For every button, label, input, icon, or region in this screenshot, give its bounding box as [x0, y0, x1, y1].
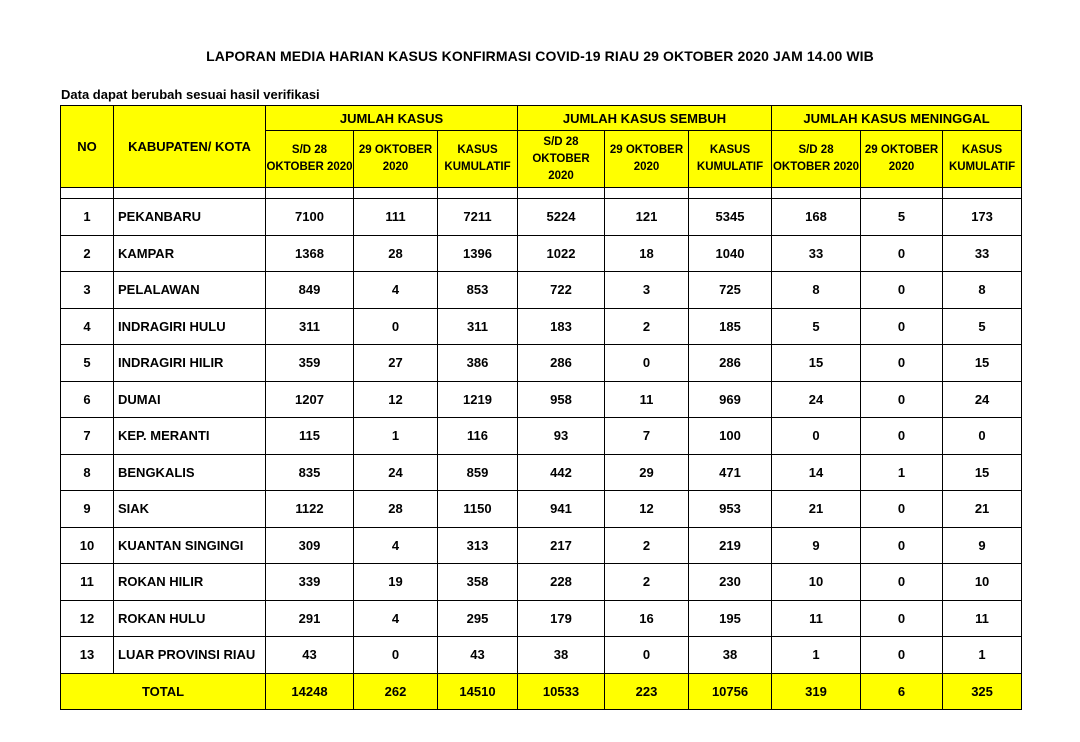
- cell-meninggal-cumulative: 9: [943, 527, 1022, 564]
- cell-meninggal-cumulative: 5: [943, 308, 1022, 345]
- header-kasus-today: 29 OKTOBER 2020: [354, 131, 438, 188]
- table-row: [61, 637, 1022, 674]
- spacer-row: [61, 188, 1022, 199]
- cell-region: LUAR PROVINSI RIAU: [114, 637, 266, 674]
- cell-kasus-cumulative: 859: [438, 454, 518, 491]
- cell-sembuh-cumulative: 1040: [689, 235, 772, 272]
- cell-sembuh-today: 3: [605, 272, 689, 309]
- cell-meninggal-cumulative: 173: [943, 199, 1022, 236]
- cell-sembuh-prev: 1022: [518, 235, 605, 272]
- header-meninggal-today: 29 OKTOBER 2020: [861, 131, 943, 188]
- cell-region: PEKANBARU: [114, 199, 266, 236]
- total-meninggal-today: 6: [861, 673, 943, 709]
- cell-kasus-today: 111: [354, 199, 438, 236]
- cell-meninggal-today: 1: [861, 454, 943, 491]
- cell-kasus-prev: 43: [266, 637, 354, 674]
- cell-no: 6: [61, 381, 114, 418]
- cell-region: ROKAN HULU: [114, 600, 266, 637]
- cell-sembuh-today: 2: [605, 308, 689, 345]
- cell-sembuh-today: 12: [605, 491, 689, 528]
- cell-meninggal-today: 0: [861, 418, 943, 455]
- header-no: NO: [61, 106, 114, 188]
- cell-sembuh-prev: 179: [518, 600, 605, 637]
- cell-no: 2: [61, 235, 114, 272]
- cell-sembuh-prev: 722: [518, 272, 605, 309]
- cell-meninggal-today: 0: [861, 491, 943, 528]
- cell-sembuh-prev: 442: [518, 454, 605, 491]
- cell-sembuh-cumulative: 219: [689, 527, 772, 564]
- cell-meninggal-today: 5: [861, 199, 943, 236]
- cell-meninggal-prev: 14: [772, 454, 861, 491]
- table-row: [61, 345, 1022, 382]
- cell-kasus-today: 28: [354, 235, 438, 272]
- cell-sembuh-prev: 217: [518, 527, 605, 564]
- cell-kasus-prev: 339: [266, 564, 354, 601]
- total-kasus-today: 262: [354, 673, 438, 709]
- cell-sembuh-cumulative: 953: [689, 491, 772, 528]
- cell-meninggal-prev: 33: [772, 235, 861, 272]
- cell-region: DUMAI: [114, 381, 266, 418]
- cell-kasus-today: 12: [354, 381, 438, 418]
- cell-meninggal-today: 0: [861, 381, 943, 418]
- cell-no: 5: [61, 345, 114, 382]
- data-note: Data dapat berubah sesuai hasil verifikasi: [61, 87, 320, 102]
- header-region: KABUPATEN/ KOTA: [114, 106, 266, 188]
- cell-sembuh-prev: 941: [518, 491, 605, 528]
- cell-region: BENGKALIS: [114, 454, 266, 491]
- table-row: [61, 235, 1022, 272]
- cell-sembuh-today: 11: [605, 381, 689, 418]
- cell-meninggal-prev: 0: [772, 418, 861, 455]
- cell-kasus-cumulative: 7211: [438, 199, 518, 236]
- table-row: [61, 418, 1022, 455]
- total-row: [61, 673, 1022, 709]
- cell-meninggal-today: 0: [861, 600, 943, 637]
- cell-sembuh-prev: 93: [518, 418, 605, 455]
- cell-sembuh-prev: 228: [518, 564, 605, 601]
- covid-report-table: [60, 105, 1022, 710]
- total-sembuh-cumulative: 10756: [689, 673, 772, 709]
- cell-kasus-prev: 309: [266, 527, 354, 564]
- cell-sembuh-today: 2: [605, 527, 689, 564]
- table-body: [61, 188, 1022, 674]
- header-group-meninggal: JUMLAH KASUS MENINGGAL: [772, 106, 1022, 131]
- cell-sembuh-cumulative: 230: [689, 564, 772, 601]
- cell-no: 12: [61, 600, 114, 637]
- cell-kasus-cumulative: 1150: [438, 491, 518, 528]
- cell-kasus-today: 4: [354, 272, 438, 309]
- cell-kasus-today: 1: [354, 418, 438, 455]
- cell-kasus-today: 4: [354, 527, 438, 564]
- table-row: [61, 454, 1022, 491]
- cell-meninggal-prev: 9: [772, 527, 861, 564]
- cell-meninggal-prev: 15: [772, 345, 861, 382]
- cell-sembuh-cumulative: 969: [689, 381, 772, 418]
- cell-kasus-cumulative: 313: [438, 527, 518, 564]
- cell-meninggal-prev: 11: [772, 600, 861, 637]
- cell-sembuh-prev: 286: [518, 345, 605, 382]
- cell-kasus-today: 27: [354, 345, 438, 382]
- cell-meninggal-today: 0: [861, 527, 943, 564]
- cell-kasus-today: 0: [354, 308, 438, 345]
- cell-meninggal-prev: 8: [772, 272, 861, 309]
- table-row: [61, 199, 1022, 236]
- cell-sembuh-cumulative: 5345: [689, 199, 772, 236]
- cell-kasus-today: 4: [354, 600, 438, 637]
- table-row: [61, 527, 1022, 564]
- table-row: [61, 564, 1022, 601]
- cell-sembuh-cumulative: 185: [689, 308, 772, 345]
- header-group-kasus: JUMLAH KASUS: [266, 106, 518, 131]
- cell-sembuh-today: 29: [605, 454, 689, 491]
- cell-meninggal-prev: 21: [772, 491, 861, 528]
- table-row: [61, 600, 1022, 637]
- cell-sembuh-cumulative: 725: [689, 272, 772, 309]
- header-sembuh-prev: S/D 28 OKTOBER 2020: [518, 131, 605, 188]
- cell-sembuh-cumulative: 195: [689, 600, 772, 637]
- cell-kasus-cumulative: 358: [438, 564, 518, 601]
- table-row: [61, 491, 1022, 528]
- cell-sembuh-cumulative: 100: [689, 418, 772, 455]
- cell-meninggal-prev: 24: [772, 381, 861, 418]
- cell-meninggal-prev: 10: [772, 564, 861, 601]
- cell-meninggal-cumulative: 11: [943, 600, 1022, 637]
- cell-sembuh-today: 16: [605, 600, 689, 637]
- report-title: LAPORAN MEDIA HARIAN KASUS KONFIRMASI COVID-19 RIAU 29 OKTOBER 2020 JAM 14.00 WIB: [206, 48, 874, 64]
- cell-no: 10: [61, 527, 114, 564]
- cell-region: ROKAN HILIR: [114, 564, 266, 601]
- cell-sembuh-prev: 958: [518, 381, 605, 418]
- total-sembuh-prev: 10533: [518, 673, 605, 709]
- cell-meninggal-cumulative: 21: [943, 491, 1022, 528]
- cell-kasus-prev: 835: [266, 454, 354, 491]
- header-group-sembuh: JUMLAH KASUS SEMBUH: [518, 106, 772, 131]
- header-sembuh-cumulative: KASUS KUMULATIF: [689, 131, 772, 188]
- table-row: [61, 272, 1022, 309]
- cell-sembuh-cumulative: 471: [689, 454, 772, 491]
- cell-kasus-prev: 849: [266, 272, 354, 309]
- cell-no: 7: [61, 418, 114, 455]
- cell-sembuh-prev: 183: [518, 308, 605, 345]
- cell-kasus-cumulative: 1219: [438, 381, 518, 418]
- cell-meninggal-cumulative: 15: [943, 345, 1022, 382]
- cell-kasus-cumulative: 386: [438, 345, 518, 382]
- cell-no: 9: [61, 491, 114, 528]
- cell-meninggal-today: 0: [861, 637, 943, 674]
- cell-meninggal-cumulative: 10: [943, 564, 1022, 601]
- cell-meninggal-prev: 1: [772, 637, 861, 674]
- cell-meninggal-today: 0: [861, 235, 943, 272]
- cell-kasus-today: 19: [354, 564, 438, 601]
- header-sembuh-today: 29 OKTOBER 2020: [605, 131, 689, 188]
- total-meninggal-cumulative: 325: [943, 673, 1022, 709]
- cell-kasus-prev: 359: [266, 345, 354, 382]
- cell-no: 3: [61, 272, 114, 309]
- cell-kasus-cumulative: 311: [438, 308, 518, 345]
- cell-meninggal-today: 0: [861, 345, 943, 382]
- header-kasus-prev: S/D 28 OKTOBER 2020: [266, 131, 354, 188]
- cell-region: KEP. MERANTI: [114, 418, 266, 455]
- cell-no: 4: [61, 308, 114, 345]
- table-row: [61, 381, 1022, 418]
- cell-kasus-today: 0: [354, 637, 438, 674]
- cell-meninggal-cumulative: 1: [943, 637, 1022, 674]
- cell-no: 11: [61, 564, 114, 601]
- cell-kasus-today: 28: [354, 491, 438, 528]
- cell-sembuh-cumulative: 38: [689, 637, 772, 674]
- cell-meninggal-today: 0: [861, 308, 943, 345]
- header-meninggal-prev: S/D 28 OKTOBER 2020: [772, 131, 861, 188]
- cell-meninggal-cumulative: 24: [943, 381, 1022, 418]
- cell-kasus-cumulative: 1396: [438, 235, 518, 272]
- header-kasus-cumulative: KASUS KUMULATIF: [438, 131, 518, 188]
- cell-no: 8: [61, 454, 114, 491]
- cell-region: INDRAGIRI HULU: [114, 308, 266, 345]
- cell-meninggal-today: 0: [861, 272, 943, 309]
- cell-sembuh-today: 0: [605, 345, 689, 382]
- cell-region: KUANTAN SINGINGI: [114, 527, 266, 564]
- cell-sembuh-today: 7: [605, 418, 689, 455]
- cell-meninggal-today: 0: [861, 564, 943, 601]
- cell-meninggal-prev: 168: [772, 199, 861, 236]
- cell-kasus-cumulative: 853: [438, 272, 518, 309]
- cell-sembuh-today: 2: [605, 564, 689, 601]
- cell-meninggal-cumulative: 0: [943, 418, 1022, 455]
- cell-region: PELALAWAN: [114, 272, 266, 309]
- cell-kasus-today: 24: [354, 454, 438, 491]
- cell-kasus-prev: 115: [266, 418, 354, 455]
- total-label: TOTAL: [61, 673, 266, 709]
- cell-kasus-prev: 1207: [266, 381, 354, 418]
- cell-kasus-prev: 7100: [266, 199, 354, 236]
- cell-kasus-prev: 311: [266, 308, 354, 345]
- cell-kasus-prev: 291: [266, 600, 354, 637]
- cell-meninggal-cumulative: 8: [943, 272, 1022, 309]
- cell-meninggal-cumulative: 33: [943, 235, 1022, 272]
- total-meninggal-prev: 319: [772, 673, 861, 709]
- table-row: [61, 308, 1022, 345]
- total-sembuh-today: 223: [605, 673, 689, 709]
- cell-no: 13: [61, 637, 114, 674]
- cell-meninggal-prev: 5: [772, 308, 861, 345]
- cell-meninggal-cumulative: 15: [943, 454, 1022, 491]
- header-meninggal-cumulative: KASUS KUMULATIF: [943, 131, 1022, 188]
- cell-kasus-prev: 1368: [266, 235, 354, 272]
- cell-no: 1: [61, 199, 114, 236]
- cell-sembuh-prev: 38: [518, 637, 605, 674]
- cell-sembuh-today: 0: [605, 637, 689, 674]
- cell-sembuh-today: 18: [605, 235, 689, 272]
- cell-region: KAMPAR: [114, 235, 266, 272]
- cell-kasus-cumulative: 295: [438, 600, 518, 637]
- cell-region: SIAK: [114, 491, 266, 528]
- cell-region: INDRAGIRI HILIR: [114, 345, 266, 382]
- cell-sembuh-today: 121: [605, 199, 689, 236]
- cell-kasus-cumulative: 116: [438, 418, 518, 455]
- cell-sembuh-cumulative: 286: [689, 345, 772, 382]
- total-kasus-prev: 14248: [266, 673, 354, 709]
- cell-kasus-cumulative: 43: [438, 637, 518, 674]
- cell-kasus-prev: 1122: [266, 491, 354, 528]
- total-kasus-cumulative: 14510: [438, 673, 518, 709]
- cell-sembuh-prev: 5224: [518, 199, 605, 236]
